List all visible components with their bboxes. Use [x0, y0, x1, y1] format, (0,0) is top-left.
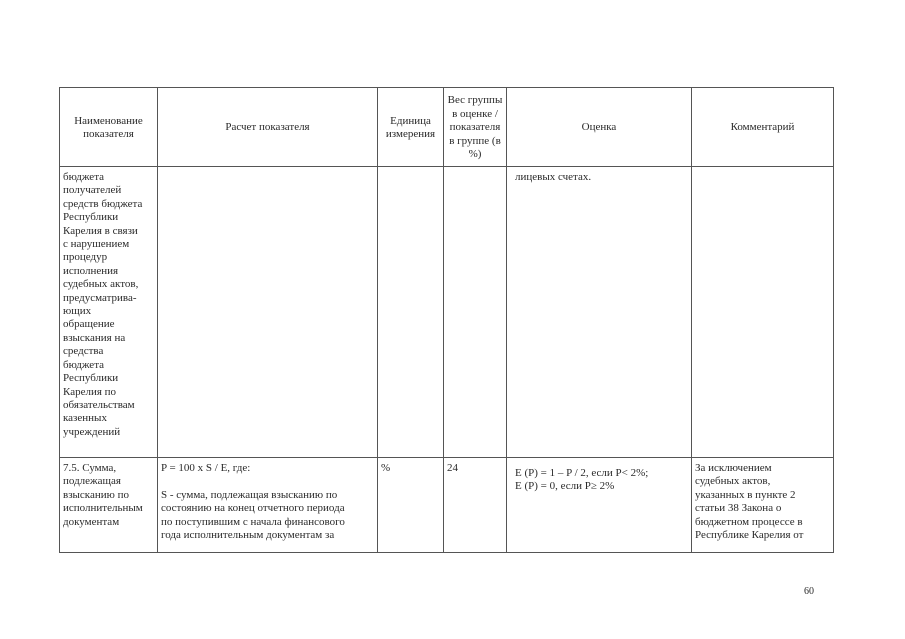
header-unit: Единица измерения	[378, 88, 444, 167]
header-calculation: Расчет показателя	[158, 88, 378, 167]
cell-indicator-name: 7.5. Сумма, подлежащая взысканию по исполнительным документам	[60, 458, 158, 553]
cell-unit	[378, 167, 444, 458]
table-row	[60, 167, 834, 458]
cell-weight: 24	[444, 458, 507, 553]
table-row	[60, 458, 834, 553]
header-indicator-name: Наименование показателя	[60, 88, 158, 167]
cell-score: E (P) = 1 – P / 2, если P< 2%; E (P) = 0, если P≥ 2%	[507, 458, 692, 553]
cell-calculation: P = 100 x S / E, где: S - сумма, подлежащая взысканию по состоянию на конец отчетного периода по поступившим с начала финансового года исполнительным документам за	[158, 458, 378, 553]
header-weight: Вес группы в оценке / показателя в группе (в %)	[444, 88, 507, 167]
header-score: Оценка	[507, 88, 692, 167]
cell-score: лицевых счетах.	[507, 167, 692, 458]
cell-weight	[444, 167, 507, 458]
cell-calculation	[158, 167, 378, 458]
cell-indicator-name: бюджета получателей средств бюджета Республики Карелия в связи с нарушением процедур исполнения судебных актов, предусматрива- ющих обращение взыскания на средства бюджета Республики Карелия по обязательствам казенных учреждений	[60, 167, 158, 458]
page-number: 60	[804, 586, 814, 597]
header-comment: Комментарий	[692, 88, 834, 167]
indicator-table	[59, 87, 834, 553]
table-header-row	[60, 88, 834, 167]
cell-comment: За исключением судебных актов, указанных в пункте 2 статьи 38 Закона о бюджетном процессе в Республике Карелия от	[692, 458, 834, 553]
cell-comment	[692, 167, 834, 458]
cell-unit: %	[378, 458, 444, 553]
